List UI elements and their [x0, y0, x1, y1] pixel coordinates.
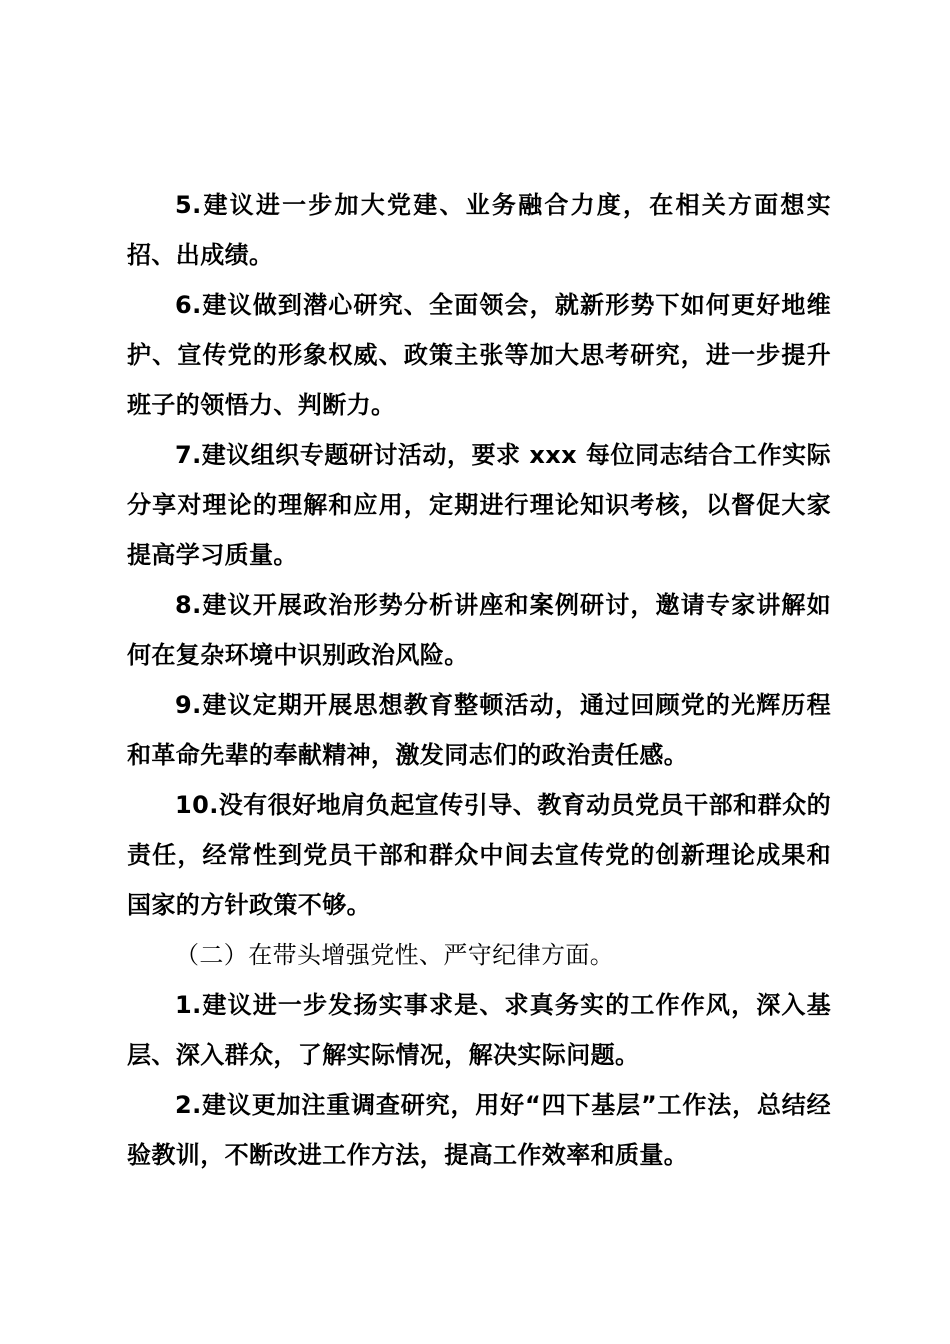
paragraph-item-8: 8.建议开展政治形势分析讲座和案例研讨，邀请专家讲解如何在复杂环境中识别政治风险。: [127, 591, 831, 669]
paragraph-item-2: 2.建议更加注重调查研究，用好“四下基层”工作法，总结经验教训，不断改进工作方法，提高工作效率和质量。: [127, 1091, 831, 1169]
paragraph-item-5: 5.建议进一步加大党建、业务融合力度，在相关方面想实招、出成绩。: [127, 191, 831, 269]
document-body: [127, 180, 831, 1180]
paragraph-item-7: 7.建议组织专题研讨活动，要求 xxx 每位同志结合工作实际分享对理论的理解和应用，定期进行理论知识考核，以督促大家提高学习质量。: [127, 441, 831, 569]
paragraph-item-1: 1.建议进一步发扬实事求是、求真务实的工作作风，深入基层、深入群众，了解实际情况，解决实际问题。: [127, 991, 831, 1069]
paragraph-item-6: 6.建议做到潜心研究、全面领会，就新形势下如何更好地维护、宣传党的形象权威、政策主张等加大思考研究，进一步提升班子的领悟力、判断力。: [127, 291, 831, 419]
paragraph-item-9: 9.建议定期开展思想教育整顿活动，通过回顾党的光辉历程和革命先辈的奉献精神，激发同志们的政治责任感。: [127, 691, 831, 769]
section-heading: （二）在带头增强党性、严守纪律方面。: [175, 941, 615, 969]
paragraph-item-10: 10.没有很好地肩负起宣传引导、教育动员党员干部和群众的责任，经常性到党员干部和群众中间去宣传党的创新理论成果和国家的方针政策不够。: [127, 791, 831, 919]
